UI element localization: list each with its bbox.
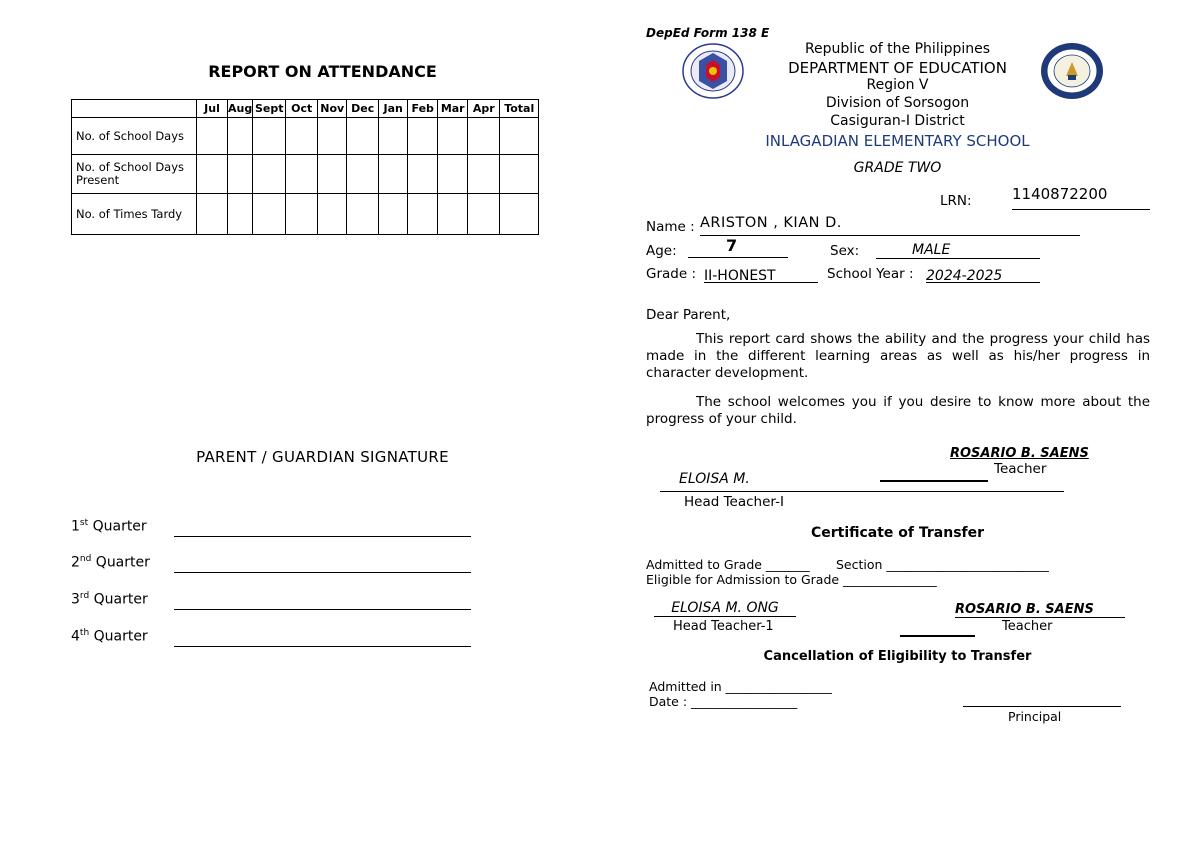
section-field: Section __________________________ — [836, 557, 1049, 572]
principal-label: Principal — [1008, 709, 1062, 724]
attendance-table — [71, 99, 539, 235]
quarter-3-label: 3rd Quarter — [71, 591, 148, 608]
region-text: Region V — [866, 77, 929, 93]
head-teacher-label: Head Teacher-I — [684, 494, 784, 510]
school-seal-icon — [1040, 42, 1104, 100]
department-text: DEPARTMENT OF EDUCATION — [788, 59, 1007, 77]
month-header: Oct — [286, 100, 318, 118]
name-label: Name : — [646, 219, 695, 235]
teacher-label-2: Teacher — [1002, 619, 1053, 634]
sex-label: Sex: — [830, 243, 860, 259]
head-teacher-label-2: Head Teacher-1 — [673, 619, 774, 634]
month-header: Sept — [253, 100, 286, 118]
grade-label: Grade : — [646, 266, 696, 282]
principal-signature-line — [963, 706, 1121, 707]
head-teacher-name: ELOISA M. — [679, 471, 750, 487]
admitted-in-field[interactable]: Admitted in _________________ — [649, 679, 832, 694]
teacher-name: ROSARIO B. SAENS — [950, 446, 1089, 461]
grade-value: II-HONEST — [704, 268, 818, 283]
month-header: Dec — [347, 100, 379, 118]
school-year-label: School Year : — [827, 266, 914, 282]
month-header: Mar — [438, 100, 468, 118]
row-label: No. of Times Tardy — [72, 194, 197, 235]
month-header: Jan — [379, 100, 408, 118]
attendance-header-row — [72, 100, 539, 118]
head-teacher-signature-line — [660, 491, 1064, 492]
teacher-signature-line — [880, 480, 988, 482]
quarter-1-signature-line[interactable] — [174, 536, 471, 537]
month-header: Nov — [318, 100, 347, 118]
month-header — [72, 100, 197, 118]
quarter-2-signature-line[interactable] — [174, 572, 471, 573]
quarter-4-label: 4th Quarter — [71, 628, 148, 645]
lrn-label: LRN: — [940, 193, 972, 209]
attendance-row — [72, 194, 539, 235]
month-header: Jul — [197, 100, 228, 118]
row-label: No. of School Days Present — [72, 155, 197, 194]
school-year-value: 2024-2025 — [926, 268, 1040, 283]
division-text: Division of Sorsogon — [825, 95, 970, 111]
date-field[interactable]: Date : _________________ — [649, 694, 798, 709]
row-label: No. of School Days — [72, 118, 197, 155]
cancellation-title: Cancellation of Eligibility to Transfer — [763, 649, 1032, 664]
lrn-value: 1140872200 — [1012, 185, 1150, 210]
attendance-row — [72, 155, 539, 194]
name-value: ARISTON , KIAN D. — [700, 215, 1080, 236]
school-name: INLAGADIAN ELEMENTARY SCHOOL — [765, 132, 1030, 150]
attendance-row — [72, 118, 539, 155]
head-teacher-name-2: ELOISA M. ONG — [654, 600, 796, 617]
quarter-1-label: 1st Quarter — [71, 518, 147, 535]
sex-value: MALE — [876, 242, 1040, 259]
quarter-2-label: 2nd Quarter — [71, 554, 150, 571]
form-code: DepEd Form 138 E — [646, 26, 770, 40]
grade-title: GRADE TWO — [853, 160, 942, 176]
attendance-title: REPORT ON ATTENDANCE — [208, 62, 437, 81]
teacher-name-2: ROSARIO B. SAENS — [955, 602, 1125, 618]
admitted-to-grade: Admitted to Grade _______ — [646, 557, 810, 572]
month-header: Apr — [468, 100, 500, 118]
teacher-signature-line-2 — [900, 635, 975, 637]
paragraph-progress: This report card shows the ability and the progress your child has made in the different learning areas as well as his/her progress in character development. — [646, 331, 1150, 381]
district-text: Casiguran-I District — [830, 113, 965, 129]
republic-text: Republic of the Philippines — [804, 41, 991, 57]
age-label: Age: — [646, 243, 677, 259]
teacher-label: Teacher — [994, 461, 1047, 477]
eligible-admission: Eligible for Admission to Grade _______________ — [646, 572, 937, 587]
certificate-title: Certificate of Transfer — [810, 525, 985, 541]
month-header: Feb — [408, 100, 438, 118]
paragraph-welcome: The school welcomes you if you desire to know more about the progress of your child. — [646, 394, 1150, 427]
signature-title: PARENT / GUARDIAN SIGNATURE — [196, 448, 449, 466]
month-header: Aug — [228, 100, 253, 118]
quarter-3-signature-line[interactable] — [174, 609, 471, 610]
age-value: 7 — [688, 236, 788, 258]
month-header: Total — [500, 100, 539, 118]
greeting: Dear Parent, — [646, 307, 731, 323]
quarter-4-signature-line[interactable] — [174, 646, 471, 647]
